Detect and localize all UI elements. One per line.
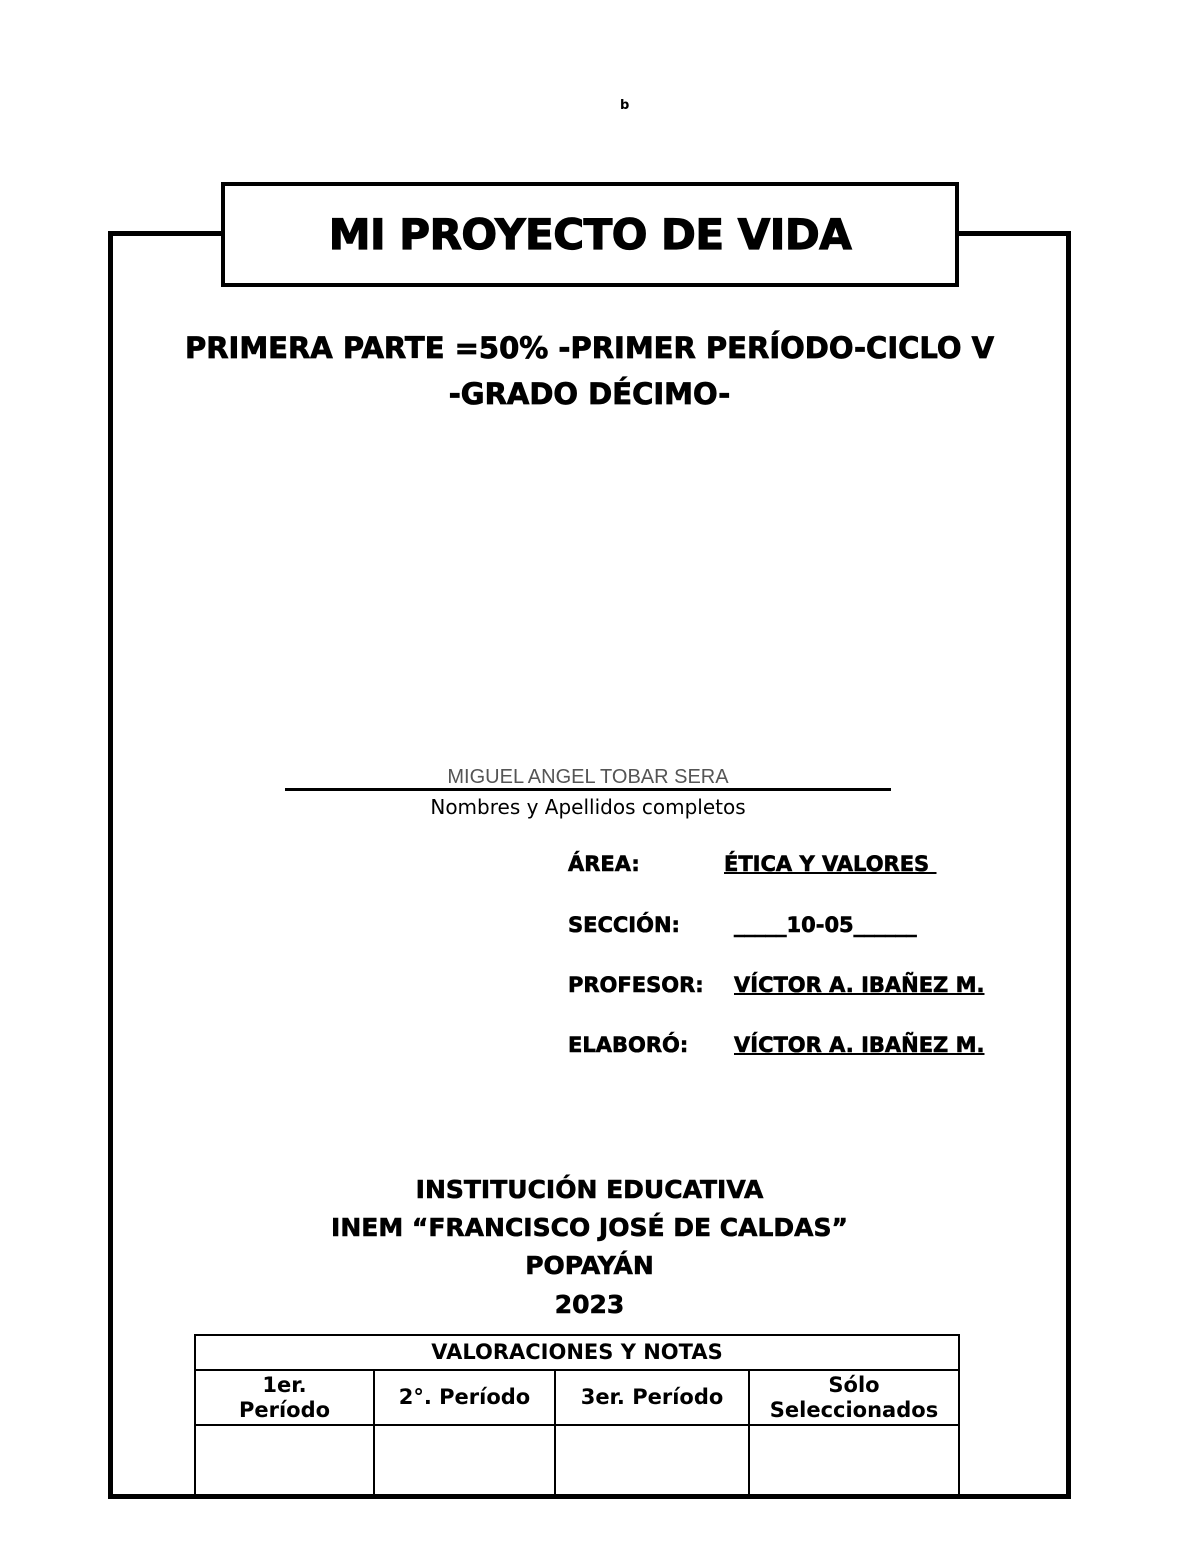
- institution-line-2: INEM “FRANCISCO JOSÉ DE CALDAS”: [331, 1213, 848, 1242]
- student-name: MIGUEL ANGEL TOBAR SERA: [447, 766, 729, 788]
- grade-cell-period-1[interactable]: [195, 1425, 374, 1498]
- frame-right-border: [1066, 231, 1071, 1499]
- student-name-line: [285, 788, 891, 791]
- section-value: _____10-05______: [734, 913, 917, 937]
- grades-table-header-row: [195, 1335, 959, 1370]
- student-name-caption: Nombres y Apellidos completos: [430, 795, 746, 819]
- area-value: ÉTICA Y VALORES: [724, 852, 937, 876]
- frame-top-right-border: [956, 231, 1071, 236]
- column-header-period-2: 2°. Período: [374, 1370, 555, 1425]
- institution-year: 2023: [554, 1290, 625, 1319]
- subtitle-line-1: PRIMERA PARTE =50% -PRIMER PERÍODO-CICLO V: [184, 331, 995, 365]
- grades-table: [194, 1334, 960, 1498]
- subtitle-line-2: -GRADO DÉCIMO-: [448, 377, 731, 411]
- area-label: ÁREA:: [568, 852, 640, 876]
- title-box: [221, 182, 959, 287]
- page-mark: b: [620, 98, 630, 113]
- grades-table-columns-row: [195, 1370, 959, 1425]
- column-header-period-3: 3er. Período: [555, 1370, 749, 1425]
- section-label: SECCIÓN:: [568, 913, 680, 937]
- column-header-selected: Sólo Seleccionados: [749, 1370, 959, 1425]
- column-header-period-1: 1er. Período: [195, 1370, 374, 1425]
- teacher-value: VÍCTOR A. IBAÑEZ M.: [734, 973, 985, 997]
- grades-table-title: VALORACIONES Y NOTAS: [195, 1335, 959, 1370]
- institution-line-1: INSTITUCIÓN EDUCATIVA: [415, 1175, 764, 1204]
- frame-top-left-border: [108, 231, 226, 236]
- author-value: VÍCTOR A. IBAÑEZ M.: [734, 1033, 985, 1057]
- document-title: MI PROYECTO DE VIDA: [328, 210, 852, 259]
- grade-cell-selected[interactable]: [749, 1425, 959, 1498]
- grades-table-row: [195, 1425, 959, 1498]
- institution-city: POPAYÁN: [525, 1251, 654, 1280]
- grade-cell-period-3[interactable]: [555, 1425, 749, 1498]
- author-label: ELABORÓ:: [568, 1033, 689, 1057]
- teacher-label: PROFESOR:: [568, 973, 704, 997]
- grade-cell-period-2[interactable]: [374, 1425, 555, 1498]
